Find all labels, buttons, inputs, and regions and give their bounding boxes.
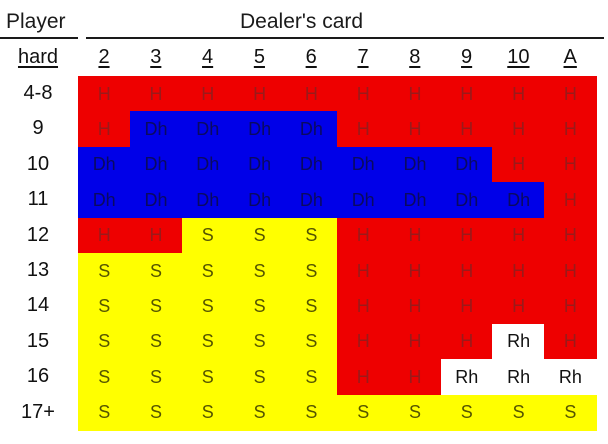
- dealer-header-rule: [86, 37, 604, 39]
- action-cell: S: [492, 395, 544, 431]
- action-cell: H: [441, 111, 493, 147]
- action-cell: Dh: [441, 182, 493, 218]
- action-cell: S: [182, 253, 234, 289]
- action-cell: S: [544, 395, 596, 431]
- action-cell: H: [78, 111, 130, 147]
- action-cell: H: [492, 218, 544, 254]
- action-cell: S: [285, 218, 337, 254]
- action-cell: S: [233, 218, 285, 254]
- action-cell: Dh: [389, 147, 441, 183]
- action-cell: S: [78, 324, 130, 360]
- action-cell: H: [233, 76, 285, 112]
- action-cell: H: [130, 218, 182, 254]
- dealer-card-a: A: [563, 46, 577, 68]
- action-cell: H: [78, 218, 130, 254]
- action-cell: H: [389, 253, 441, 289]
- action-cell: Dh: [233, 147, 285, 183]
- action-cell: H: [544, 147, 596, 183]
- action-cell: S: [78, 359, 130, 395]
- action-cell: S: [337, 395, 389, 431]
- action-cell: S: [130, 288, 182, 324]
- player-total-9: 9: [32, 117, 44, 140]
- action-cell: Dh: [182, 147, 234, 183]
- action-cell: Dh: [78, 147, 130, 183]
- player-total-17plus: 17+: [21, 400, 55, 423]
- dealer-card-5: 5: [253, 46, 265, 68]
- action-cell: S: [130, 324, 182, 360]
- dealer-card-4: 4: [202, 46, 214, 68]
- action-cell: Dh: [389, 182, 441, 218]
- player-total-11: 11: [27, 188, 49, 211]
- action-cell: Dh: [233, 111, 285, 147]
- action-cell: H: [441, 253, 493, 289]
- player-total-14: 14: [26, 294, 50, 317]
- action-cell: H: [544, 253, 596, 289]
- action-cell: H: [441, 76, 493, 112]
- action-cell: H: [337, 76, 389, 112]
- action-cell: Dh: [285, 147, 337, 183]
- action-cell: S: [233, 324, 285, 360]
- action-cell: H: [337, 288, 389, 324]
- player-label: Player: [6, 10, 66, 33]
- action-cell: H: [389, 324, 441, 360]
- action-cell: Dh: [285, 111, 337, 147]
- action-cell: S: [233, 288, 285, 324]
- action-cell: S: [130, 395, 182, 431]
- dealer-card-2: 2: [98, 46, 110, 68]
- action-cell: S: [78, 395, 130, 431]
- action-cell: H: [285, 76, 337, 112]
- action-cell: H: [337, 324, 389, 360]
- action-cell: H: [492, 288, 544, 324]
- action-cell: H: [492, 76, 544, 112]
- dealer-card-7: 7: [357, 46, 369, 68]
- action-cell: Dh: [337, 147, 389, 183]
- action-cell: Dh: [130, 111, 182, 147]
- action-cell: H: [492, 253, 544, 289]
- action-cell: H: [492, 111, 544, 147]
- action-cell: H: [389, 359, 441, 395]
- action-cell: S: [130, 359, 182, 395]
- dealer-header: Dealer's card: [240, 10, 364, 33]
- action-cell: Dh: [182, 111, 234, 147]
- action-cell: H: [337, 359, 389, 395]
- action-cell: S: [78, 288, 130, 324]
- action-cell: S: [285, 359, 337, 395]
- action-cell: S: [182, 395, 234, 431]
- action-cell: H: [337, 111, 389, 147]
- action-cell: Dh: [337, 182, 389, 218]
- hard-label: hard: [17, 46, 59, 68]
- action-cell: S: [389, 395, 441, 431]
- action-cell: S: [130, 253, 182, 289]
- action-cell: S: [233, 395, 285, 431]
- action-cell: H: [544, 76, 596, 112]
- dealer-card-3: 3: [150, 46, 162, 68]
- player-total-12: 12: [26, 223, 50, 246]
- action-cell: S: [233, 359, 285, 395]
- action-cell: H: [389, 218, 441, 254]
- player-total-4-8: 4-8: [23, 82, 53, 104]
- action-cell: H: [492, 147, 544, 183]
- player-total-13: 13: [26, 259, 50, 281]
- action-cell: S: [285, 395, 337, 431]
- action-cell: S: [285, 253, 337, 289]
- action-cell: S: [285, 288, 337, 324]
- action-cell: Dh: [130, 182, 182, 218]
- player-total-16: 16: [26, 365, 50, 388]
- action-cell: S: [182, 359, 234, 395]
- action-cell: Dh: [78, 182, 130, 218]
- action-cell: H: [389, 288, 441, 324]
- action-cell: S: [182, 288, 234, 324]
- action-cell: S: [441, 395, 493, 431]
- action-cell: S: [78, 253, 130, 289]
- action-cell: H: [78, 76, 130, 112]
- action-cell: H: [544, 111, 596, 147]
- action-cell: H: [544, 288, 596, 324]
- action-cell: S: [182, 218, 234, 254]
- action-cell: Dh: [285, 182, 337, 218]
- action-cell: H: [389, 111, 441, 147]
- action-cell: H: [337, 218, 389, 254]
- action-cell: H: [337, 253, 389, 289]
- action-cell: S: [233, 253, 285, 289]
- action-cell: H: [441, 288, 493, 324]
- action-cell: H: [130, 76, 182, 112]
- player-total-10: 10: [26, 152, 50, 175]
- action-cell: Rh: [492, 324, 544, 360]
- action-cell: H: [389, 76, 441, 112]
- action-cell: H: [441, 218, 493, 254]
- action-cell: Dh: [182, 182, 234, 218]
- action-cell: H: [544, 218, 596, 254]
- dealer-card-8: 8: [409, 46, 421, 68]
- action-cell: S: [285, 324, 337, 360]
- action-cell: Rh: [544, 359, 596, 395]
- action-cell: H: [544, 324, 596, 360]
- action-cell: Dh: [233, 182, 285, 218]
- strategy-grid: [78, 76, 596, 430]
- action-cell: Rh: [441, 359, 493, 395]
- player-header-rule: [0, 37, 78, 39]
- dealer-card-6: 6: [305, 46, 317, 68]
- dealer-card-10: 10: [507, 46, 530, 68]
- action-cell: H: [441, 324, 493, 360]
- action-cell: Rh: [492, 359, 544, 395]
- action-cell: Dh: [441, 147, 493, 183]
- action-cell: Dh: [492, 182, 544, 218]
- action-cell: H: [182, 76, 234, 112]
- action-cell: H: [544, 182, 596, 218]
- player-total-15: 15: [26, 329, 50, 352]
- dealer-card-9: 9: [461, 46, 473, 68]
- action-cell: Dh: [130, 147, 182, 183]
- action-cell: S: [182, 324, 234, 360]
